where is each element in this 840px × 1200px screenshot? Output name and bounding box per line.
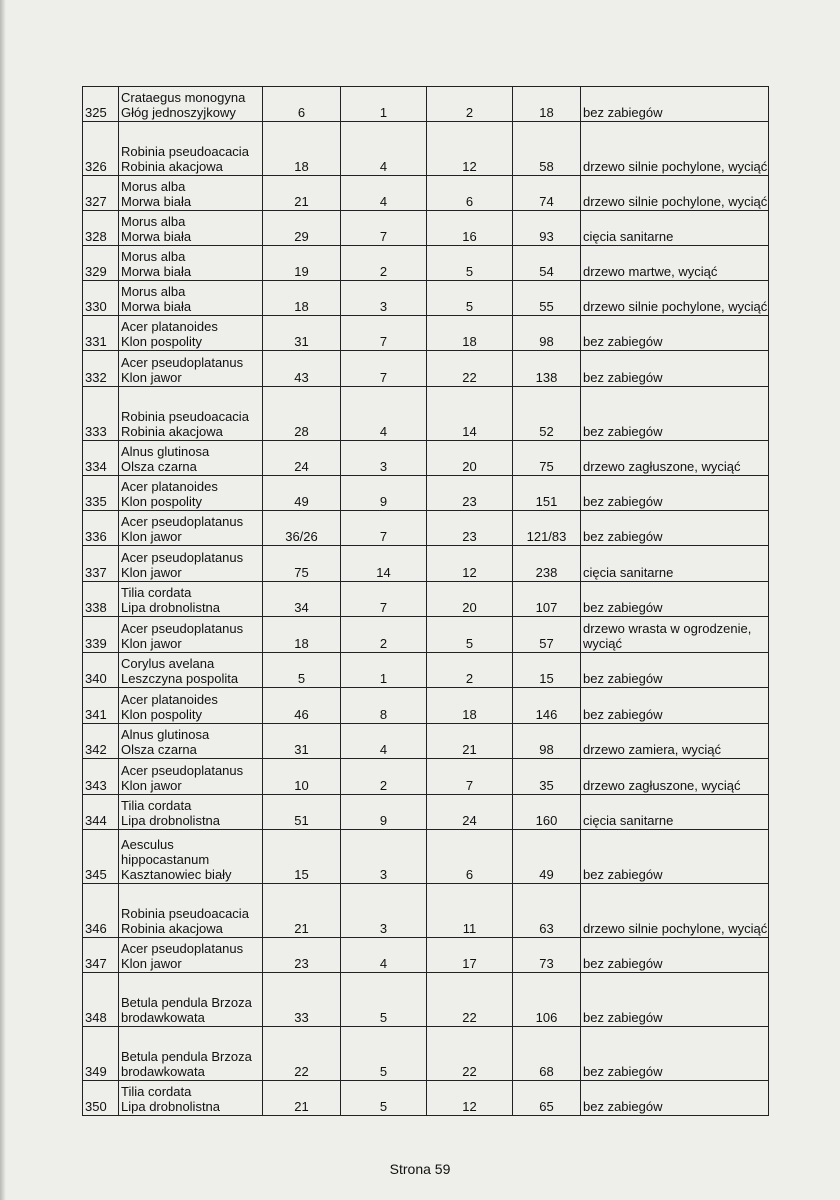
measurement-v1-cell: 28 (263, 387, 341, 441)
measurement-v1-cell: 24 (263, 441, 341, 476)
species-name-line: brodawkowata (121, 1064, 205, 1079)
species-name-line: Lipa drobnolistna (121, 1099, 221, 1114)
measurement-v4-cell: 35 (513, 759, 581, 795)
table-row (83, 351, 769, 387)
measurement-v4-cell: 18 (513, 87, 581, 122)
measurement-v4-cell: 54 (513, 246, 581, 281)
measurement-v1-cell: 43 (263, 351, 341, 387)
table-row (83, 795, 769, 830)
remarks-line: bez zabiegów (583, 494, 663, 509)
remarks-cell (581, 724, 769, 759)
table-row (83, 653, 769, 688)
tree-number-cell: 326 (83, 122, 119, 176)
remarks-line: drzewo silnie pochylone, wyciąć (583, 194, 768, 209)
species-name-line: Robinia pseudoacacia (121, 906, 249, 921)
species-cell (119, 1081, 263, 1116)
measurement-v3-cell: 5 (427, 246, 513, 281)
measurement-v1-cell: 19 (263, 246, 341, 281)
remarks-cell (581, 938, 769, 973)
remarks-cell (581, 582, 769, 617)
table-row (83, 724, 769, 759)
remarks-cell (581, 1081, 769, 1116)
table-row (83, 511, 769, 546)
remarks-cell (581, 759, 769, 795)
measurement-v2-cell: 7 (341, 511, 427, 546)
table-row (83, 1081, 769, 1116)
measurement-v2-cell: 5 (341, 1027, 427, 1081)
table-row (83, 387, 769, 441)
species-cell (119, 724, 263, 759)
species-name-line: Acer platanoides (121, 692, 218, 707)
table-row (83, 441, 769, 476)
measurement-v3-cell: 18 (427, 688, 513, 724)
measurement-v3-cell: 5 (427, 281, 513, 316)
species-cell (119, 830, 263, 884)
species-name-line: Acer pseudoplatanus (121, 763, 244, 778)
species-name-line: brodawkowata (121, 1010, 205, 1025)
species-name-line: Klon pospolity (121, 494, 202, 509)
table-row (83, 759, 769, 795)
remarks-cell (581, 316, 769, 351)
species-name-line: Acer pseudoplatanus (121, 355, 244, 370)
tree-number-cell: 329 (83, 246, 119, 281)
species-cell (119, 884, 263, 938)
species-name-line: Acer pseudoplatanus (121, 621, 244, 636)
measurement-v4-cell: 57 (513, 617, 581, 653)
measurement-v4-cell: 52 (513, 387, 581, 441)
remarks-line: bez zabiegów (583, 956, 663, 971)
species-name-line: Acer platanoides (121, 319, 218, 334)
table-row (83, 476, 769, 511)
species-name-line: Klon jawor (121, 778, 182, 793)
species-name-line: Morus alba (121, 284, 186, 299)
measurement-v3-cell: 12 (427, 1081, 513, 1116)
measurement-v2-cell: 2 (341, 617, 427, 653)
measurement-v2-cell: 4 (341, 387, 427, 441)
species-name-line: Olsza czarna (121, 459, 197, 474)
measurement-v4-cell: 238 (513, 546, 581, 582)
species-name-line: Morwa biała (121, 194, 192, 209)
measurement-v1-cell: 34 (263, 582, 341, 617)
species-name-line: Robinia akacjowa (121, 921, 223, 936)
remarks-cell (581, 884, 769, 938)
tree-number-cell: 327 (83, 176, 119, 211)
table-row (83, 281, 769, 316)
tree-inventory-table (82, 86, 769, 1116)
species-cell (119, 476, 263, 511)
measurement-v2-cell: 5 (341, 973, 427, 1027)
species-cell (119, 511, 263, 546)
measurement-v3-cell: 12 (427, 546, 513, 582)
measurement-v2-cell: 1 (341, 653, 427, 688)
measurement-v1-cell: 21 (263, 176, 341, 211)
remarks-cell (581, 795, 769, 830)
table-row (83, 316, 769, 351)
measurement-v4-cell: 98 (513, 316, 581, 351)
species-name-line: Klon jawor (121, 529, 182, 544)
measurement-v3-cell: 6 (427, 176, 513, 211)
measurement-v1-cell: 51 (263, 795, 341, 830)
measurement-v2-cell: 7 (341, 316, 427, 351)
table-row (83, 938, 769, 973)
tree-number-cell: 341 (83, 688, 119, 724)
species-cell (119, 1027, 263, 1081)
measurement-v2-cell: 4 (341, 122, 427, 176)
page-number: Strona 59 (389, 1161, 451, 1177)
measurement-v4-cell: 151 (513, 476, 581, 511)
measurement-v2-cell: 7 (341, 351, 427, 387)
tree-number-cell: 344 (83, 795, 119, 830)
species-cell (119, 176, 263, 211)
measurement-v1-cell: 18 (263, 281, 341, 316)
measurement-v2-cell: 2 (341, 246, 427, 281)
species-name-line: Morus alba (121, 214, 186, 229)
remarks-cell (581, 441, 769, 476)
species-name-line: Robinia akacjowa (121, 424, 223, 439)
remarks-line: bez zabiegów (583, 867, 663, 882)
measurement-v3-cell: 7 (427, 759, 513, 795)
species-name-line: Crataegus monogyna (121, 90, 246, 105)
measurement-v1-cell: 36/26 (263, 511, 341, 546)
species-cell (119, 938, 263, 973)
measurement-v3-cell: 2 (427, 653, 513, 688)
species-name-line: Kasztanowiec biały (121, 867, 232, 882)
remarks-line: drzewo silnie pochylone, wyciąć (583, 159, 768, 174)
measurement-v2-cell: 3 (341, 441, 427, 476)
remarks-cell (581, 122, 769, 176)
table-row (83, 87, 769, 122)
tree-number-cell: 331 (83, 316, 119, 351)
tree-number-cell: 340 (83, 653, 119, 688)
remarks-cell (581, 546, 769, 582)
remarks-cell (581, 476, 769, 511)
measurement-v4-cell: 160 (513, 795, 581, 830)
measurement-v4-cell: 68 (513, 1027, 581, 1081)
remarks-line: drzewo wrasta w ogrodzenie, (583, 621, 752, 636)
species-cell (119, 688, 263, 724)
measurement-v4-cell: 107 (513, 582, 581, 617)
measurement-v3-cell: 22 (427, 973, 513, 1027)
species-name-line: Morwa biała (121, 264, 192, 279)
tree-number-cell: 328 (83, 211, 119, 246)
measurement-v1-cell: 15 (263, 830, 341, 884)
remarks-line: drzewo zagłuszone, wyciąć (583, 459, 741, 474)
species-name-line: Klon pospolity (121, 334, 202, 349)
remarks-cell (581, 176, 769, 211)
remarks-line: drzewo zagłuszone, wyciąć (583, 778, 741, 793)
measurement-v3-cell: 12 (427, 122, 513, 176)
species-name-line: Klon pospolity (121, 707, 202, 722)
measurement-v1-cell: 29 (263, 211, 341, 246)
remarks-line: drzewo zamiera, wyciąć (583, 742, 721, 757)
species-name-line: Klon jawor (121, 956, 182, 971)
measurement-v1-cell: 22 (263, 1027, 341, 1081)
measurement-v1-cell: 18 (263, 122, 341, 176)
species-name-line: Tilia cordata (121, 798, 192, 813)
measurement-v2-cell: 9 (341, 476, 427, 511)
measurement-v3-cell: 23 (427, 511, 513, 546)
species-cell (119, 351, 263, 387)
species-cell (119, 441, 263, 476)
table-row (83, 176, 769, 211)
species-cell (119, 211, 263, 246)
measurement-v4-cell: 138 (513, 351, 581, 387)
tree-number-cell: 346 (83, 884, 119, 938)
table-row (83, 884, 769, 938)
table-row (83, 617, 769, 653)
species-name-line: Alnus glutinosa (121, 444, 210, 459)
table-row (83, 582, 769, 617)
species-cell (119, 387, 263, 441)
remarks-cell (581, 1027, 769, 1081)
species-name-line: Klon jawor (121, 636, 182, 651)
species-cell (119, 653, 263, 688)
tree-number-cell: 325 (83, 87, 119, 122)
remarks-line: bez zabiegów (583, 1010, 663, 1025)
remarks-line: bez zabiegów (583, 671, 663, 686)
remarks-line: wyciąć (583, 636, 623, 651)
remarks-cell (581, 87, 769, 122)
measurement-v4-cell: 63 (513, 884, 581, 938)
species-name-line: Robinia pseudoacacia (121, 409, 249, 424)
measurement-v1-cell: 33 (263, 973, 341, 1027)
measurement-v2-cell: 4 (341, 938, 427, 973)
remarks-cell (581, 211, 769, 246)
remarks-line: bez zabiegów (583, 600, 663, 615)
species-name-line: Alnus glutinosa (121, 727, 210, 742)
species-name-line: Głóg jednoszyjkowy (121, 105, 236, 120)
page-edge-shadow (0, 0, 6, 1200)
table-row (83, 688, 769, 724)
measurement-v1-cell: 49 (263, 476, 341, 511)
table-row (83, 1027, 769, 1081)
measurement-v1-cell: 46 (263, 688, 341, 724)
species-name-line: Tilia cordata (121, 585, 192, 600)
remarks-cell (581, 511, 769, 546)
measurement-v3-cell: 5 (427, 617, 513, 653)
measurement-v2-cell: 8 (341, 688, 427, 724)
remarks-cell (581, 688, 769, 724)
measurement-v3-cell: 6 (427, 830, 513, 884)
measurement-v4-cell: 65 (513, 1081, 581, 1116)
measurement-v3-cell: 18 (427, 316, 513, 351)
remarks-line: bez zabiegów (583, 529, 663, 544)
remarks-cell (581, 973, 769, 1027)
measurement-v3-cell: 20 (427, 582, 513, 617)
tree-number-cell: 336 (83, 511, 119, 546)
remarks-cell (581, 830, 769, 884)
measurement-v3-cell: 20 (427, 441, 513, 476)
measurement-v4-cell: 73 (513, 938, 581, 973)
remarks-line: cięcia sanitarne (583, 229, 674, 244)
remarks-line: bez zabiegów (583, 370, 663, 385)
measurement-v3-cell: 16 (427, 211, 513, 246)
measurement-v2-cell: 2 (341, 759, 427, 795)
species-cell (119, 87, 263, 122)
tree-number-cell: 343 (83, 759, 119, 795)
species-name-line: Acer platanoides (121, 479, 218, 494)
species-name-line: Lipa drobnolistna (121, 813, 221, 828)
remarks-cell (581, 281, 769, 316)
measurement-v3-cell: 23 (427, 476, 513, 511)
remarks-cell (581, 387, 769, 441)
measurement-v1-cell: 21 (263, 884, 341, 938)
species-name-line: hippocastanum (121, 852, 210, 867)
measurement-v4-cell: 93 (513, 211, 581, 246)
measurement-v1-cell: 75 (263, 546, 341, 582)
species-cell (119, 582, 263, 617)
species-name-line: Acer pseudoplatanus (121, 941, 244, 956)
species-name-line: Tilia cordata (121, 1084, 192, 1099)
species-name-line: Klon jawor (121, 565, 182, 580)
tree-number-cell: 338 (83, 582, 119, 617)
tree-number-cell: 334 (83, 441, 119, 476)
measurement-v1-cell: 31 (263, 724, 341, 759)
species-name-line: Acer pseudoplatanus (121, 514, 244, 529)
measurement-v4-cell: 55 (513, 281, 581, 316)
measurement-v4-cell: 75 (513, 441, 581, 476)
tree-number-cell: 349 (83, 1027, 119, 1081)
species-cell (119, 617, 263, 653)
measurement-v1-cell: 6 (263, 87, 341, 122)
measurement-v1-cell: 18 (263, 617, 341, 653)
measurement-v4-cell: 121/83 (513, 511, 581, 546)
remarks-cell (581, 246, 769, 281)
measurement-v3-cell: 22 (427, 351, 513, 387)
species-name-line: Betula pendula Brzoza (121, 995, 252, 1010)
remarks-cell (581, 351, 769, 387)
species-name-line: Morus alba (121, 249, 186, 264)
remarks-line: drzewo martwe, wyciąć (583, 264, 718, 279)
species-cell (119, 973, 263, 1027)
tree-number-cell: 330 (83, 281, 119, 316)
species-name-line: Corylus avelana (121, 656, 215, 671)
measurement-v2-cell: 3 (341, 281, 427, 316)
tree-number-cell: 345 (83, 830, 119, 884)
remarks-line: bez zabiegów (583, 424, 663, 439)
remarks-cell (581, 653, 769, 688)
remarks-line: bez zabiegów (583, 1064, 663, 1079)
species-name-line: Olsza czarna (121, 742, 197, 757)
species-name-line: Morwa biała (121, 229, 192, 244)
remarks-line: bez zabiegów (583, 334, 663, 349)
table-row (83, 546, 769, 582)
species-cell (119, 759, 263, 795)
species-cell (119, 795, 263, 830)
species-cell (119, 281, 263, 316)
species-name-line: Robinia akacjowa (121, 159, 223, 174)
measurement-v2-cell: 14 (341, 546, 427, 582)
measurement-v3-cell: 24 (427, 795, 513, 830)
measurement-v4-cell: 49 (513, 830, 581, 884)
species-cell (119, 316, 263, 351)
species-name-line: Leszczyna pospolita (121, 671, 239, 686)
measurement-v2-cell: 5 (341, 1081, 427, 1116)
species-name-line: Robinia pseudoacacia (121, 144, 249, 159)
measurement-v2-cell: 9 (341, 795, 427, 830)
measurement-v1-cell: 21 (263, 1081, 341, 1116)
remarks-line: drzewo silnie pochylone, wyciąć (583, 921, 768, 936)
table-row (83, 973, 769, 1027)
measurement-v4-cell: 58 (513, 122, 581, 176)
species-name-line: Aesculus (121, 837, 174, 852)
tree-number-cell: 339 (83, 617, 119, 653)
table-row (83, 122, 769, 176)
measurement-v4-cell: 74 (513, 176, 581, 211)
measurement-v2-cell: 1 (341, 87, 427, 122)
species-cell (119, 246, 263, 281)
measurement-v3-cell: 21 (427, 724, 513, 759)
measurement-v2-cell: 3 (341, 884, 427, 938)
species-cell (119, 122, 263, 176)
measurement-v1-cell: 10 (263, 759, 341, 795)
measurement-v1-cell: 31 (263, 316, 341, 351)
tree-number-cell: 350 (83, 1081, 119, 1116)
table-row (83, 246, 769, 281)
remarks-line: cięcia sanitarne (583, 813, 674, 828)
measurement-v2-cell: 4 (341, 724, 427, 759)
tree-number-cell: 335 (83, 476, 119, 511)
measurement-v3-cell: 2 (427, 87, 513, 122)
species-name-line: Betula pendula Brzoza (121, 1049, 252, 1064)
measurement-v4-cell: 106 (513, 973, 581, 1027)
species-name-line: Morus alba (121, 179, 186, 194)
tree-number-cell: 332 (83, 351, 119, 387)
table-row (83, 211, 769, 246)
table-body (83, 87, 769, 1116)
tree-number-cell: 333 (83, 387, 119, 441)
measurement-v3-cell: 22 (427, 1027, 513, 1081)
measurement-v1-cell: 23 (263, 938, 341, 973)
tree-number-cell: 348 (83, 973, 119, 1027)
remarks-line: drzewo silnie pochylone, wyciąć (583, 299, 768, 314)
remarks-line: bez zabiegów (583, 707, 663, 722)
measurement-v4-cell: 146 (513, 688, 581, 724)
species-name-line: Lipa drobnolistna (121, 600, 221, 615)
table-row (83, 830, 769, 884)
species-cell (119, 546, 263, 582)
measurement-v2-cell: 4 (341, 176, 427, 211)
remarks-line: bez zabiegów (583, 105, 663, 120)
remarks-cell (581, 617, 769, 653)
remarks-line: cięcia sanitarne (583, 565, 674, 580)
measurement-v3-cell: 11 (427, 884, 513, 938)
measurement-v2-cell: 7 (341, 211, 427, 246)
tree-number-cell: 337 (83, 546, 119, 582)
tree-number-cell: 342 (83, 724, 119, 759)
measurement-v3-cell: 17 (427, 938, 513, 973)
measurement-v4-cell: 15 (513, 653, 581, 688)
measurement-v4-cell: 98 (513, 724, 581, 759)
measurement-v1-cell: 5 (263, 653, 341, 688)
measurement-v2-cell: 7 (341, 582, 427, 617)
species-name-line: Acer pseudoplatanus (121, 550, 244, 565)
species-name-line: Klon jawor (121, 370, 182, 385)
tree-number-cell: 347 (83, 938, 119, 973)
measurement-v3-cell: 14 (427, 387, 513, 441)
measurement-v2-cell: 3 (341, 830, 427, 884)
remarks-line: bez zabiegów (583, 1099, 663, 1114)
species-name-line: Morwa biała (121, 299, 192, 314)
